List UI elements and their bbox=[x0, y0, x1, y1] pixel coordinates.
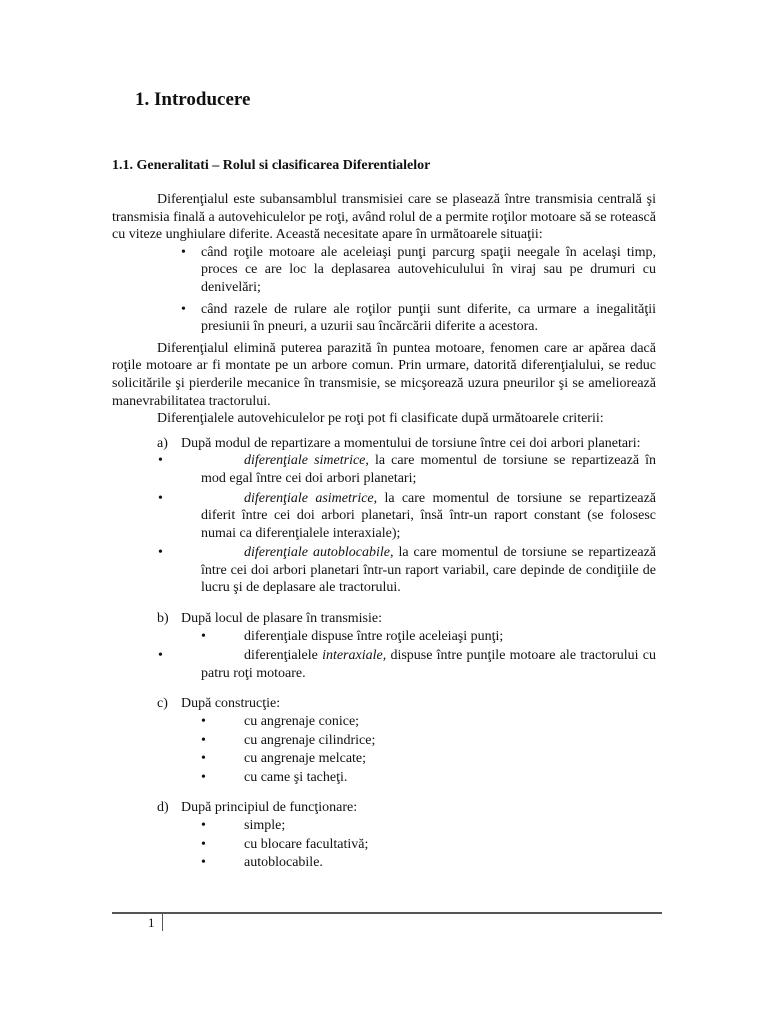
list-item bbox=[158, 647, 656, 682]
bullet-icon: • bbox=[201, 714, 206, 730]
list-item bbox=[158, 452, 657, 487]
list-item bbox=[201, 713, 656, 731]
bullet-icon: • bbox=[158, 490, 163, 506]
list-item-text: dispuse între punţile motoare ale tractorului cu patru roţi motoare. bbox=[201, 648, 656, 681]
list-item bbox=[201, 750, 656, 768]
footer-divider bbox=[112, 912, 662, 914]
criteria-title: După principiul de funcţionare: bbox=[181, 800, 358, 816]
list-item bbox=[201, 769, 656, 787]
paragraph-2: Diferenţialul elimină puterea parazită în puntea motoare, fenomen care ar apărea dacă roţile motoare ar fi montate pe un arbore comun. Prin urmare, datorită diferenţialului, se reduc solicitările şi pierderile mecanice în transmisie, se micşorează uzura pneurilor şi se ameliorează manevrabilitatea tractorului. bbox=[112, 340, 656, 409]
list-item bbox=[158, 490, 656, 543]
criteria-item-d bbox=[112, 799, 656, 871]
bullet-icon: • bbox=[181, 244, 186, 260]
criteria-title: După locul de plasare în transmisie: bbox=[181, 611, 382, 627]
list-item bbox=[201, 817, 656, 835]
document-body bbox=[112, 191, 656, 885]
list-item-text: cu blocare facultativă; bbox=[244, 836, 369, 852]
list-item-text: diferenţiale dispuse între roţile aceleiaşi punţi; bbox=[244, 628, 504, 644]
bullet-icon: • bbox=[201, 836, 206, 852]
footer-vertical-divider bbox=[162, 914, 163, 931]
sub-list bbox=[201, 817, 656, 872]
bullet-icon: • bbox=[201, 855, 206, 871]
paragraph-3: Diferenţialele autovehiculelor pe roţi pot fi clasificate după următoarele criterii: bbox=[157, 411, 604, 427]
list-item bbox=[181, 301, 656, 336]
bullet-icon: • bbox=[201, 769, 206, 785]
sub-list bbox=[158, 452, 657, 597]
list-item bbox=[201, 854, 656, 872]
list-marker: c) bbox=[157, 696, 168, 712]
chapter-heading: 1. Introducere bbox=[135, 89, 251, 110]
list-item bbox=[181, 244, 656, 297]
list-item bbox=[201, 836, 656, 854]
list-item-text: simple; bbox=[244, 818, 286, 833]
list-item-text: când razele de rulare ale roţilor punţii sunt diferite, ca urmare a inegalităţii presiunii în pneuri, a uzurii sau încărcării diferite a acestora. bbox=[201, 301, 656, 335]
criteria-item-a bbox=[112, 435, 656, 597]
list-item bbox=[201, 732, 656, 750]
list-item-text: diferenţialele bbox=[244, 648, 323, 664]
criteria-title: După construcţie: bbox=[181, 696, 281, 712]
situations-list bbox=[181, 244, 656, 336]
list-item-text: când roţile motoare ale aceleiaşi punţi parcurg spaţii neegale în acelaşi timp, proces ce are loc la deplasarea autovehiculului în viraj sau pe drumuri cu denivelări; bbox=[201, 244, 656, 295]
bullet-icon: • bbox=[158, 453, 163, 469]
section-heading: 1.1. Generalitati – Rolul si clasificarea Diferentialelor bbox=[112, 158, 431, 173]
list-item-text: cu angrenaje melcate; bbox=[244, 751, 367, 767]
bullet-icon: • bbox=[181, 301, 186, 317]
criteria-list bbox=[112, 435, 656, 872]
term-text: diferenţiale autoblocabile bbox=[244, 545, 390, 561]
bullet-icon: • bbox=[201, 732, 206, 748]
list-item-text: , la care momentul de torsiune se repartizează în mod egal între cei doi arbori planetari; bbox=[201, 453, 657, 486]
criteria-item-b bbox=[112, 610, 656, 682]
list-item-text: , la care momentul de torsiune se repartizează între cei doi arbori planetari într-un raport variabil, care depinde de condiţiile de lucru şi de deplasare ale tractorului. bbox=[201, 545, 656, 596]
bullet-icon: • bbox=[158, 545, 163, 561]
list-item-text: cu angrenaje conice; bbox=[244, 714, 360, 730]
term-text: interaxiale, bbox=[322, 648, 387, 664]
page-number: 1 bbox=[148, 915, 155, 930]
criteria-title: După modul de repartizare a momentului de torsiune între cei doi arbori planetari: bbox=[181, 435, 641, 451]
sub-list bbox=[201, 713, 656, 786]
list-item-text: cu came şi tacheţi. bbox=[244, 769, 348, 785]
list-item-text: , la care momentul de torsiune se repartizează diferit între cei doi arbori planetari, însă într-un raport constant (se folosesc numai ca diferenţialele interaxiale); bbox=[201, 490, 656, 541]
bullet-icon: • bbox=[201, 818, 206, 833]
list-marker: b) bbox=[157, 611, 169, 627]
list-item bbox=[201, 628, 656, 646]
criteria-item-c bbox=[112, 695, 656, 786]
list-item bbox=[158, 544, 656, 597]
list-item-text: cu angrenaje cilindrice; bbox=[244, 732, 376, 748]
bullet-icon: • bbox=[201, 628, 206, 644]
term-text: diferenţiale asimetrice bbox=[244, 490, 374, 506]
list-marker: a) bbox=[157, 435, 168, 451]
sub-list bbox=[158, 628, 656, 683]
list-item-text: autoblocabile. bbox=[244, 855, 323, 871]
bullet-icon: • bbox=[201, 751, 206, 767]
bullet-icon: • bbox=[158, 648, 163, 664]
list-marker: d) bbox=[157, 800, 169, 816]
term-text: diferenţiale simetrice bbox=[244, 453, 366, 469]
intro-paragraph: Diferenţialul este subansamblul transmisiei care se plasează între transmisia centrală şi transmisia finală a autovehiculelor pe roţi, având rolul de a permite roţilor motoare să se rotească cu viteze unghiulare diferite. Această necesitate apare în următoarele situaţii: bbox=[112, 192, 656, 243]
